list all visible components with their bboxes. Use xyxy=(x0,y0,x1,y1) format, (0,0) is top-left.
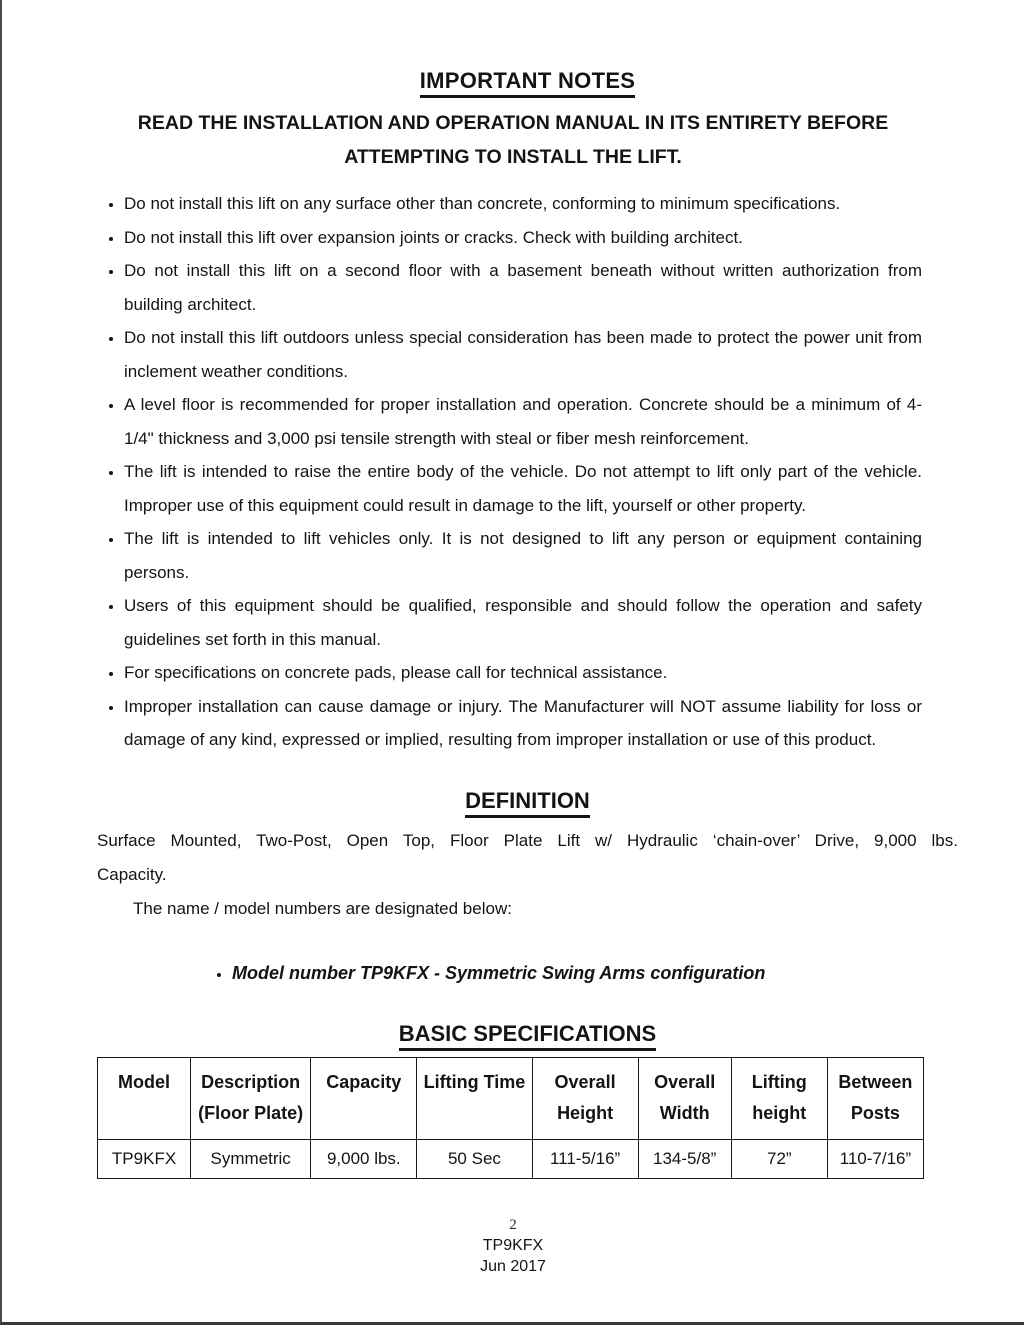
definition-heading xyxy=(97,787,958,814)
note-item: • Users of this equipment should be qualified, responsible and should follow the operation and safety guidelines set forth in this manual. xyxy=(124,589,922,656)
read-warning-heading xyxy=(2,106,1024,174)
header-line1: Lifting Time xyxy=(423,1071,526,1092)
spec-cell-lifting-height: 72” xyxy=(731,1139,827,1178)
footer-date: Jun 2017 xyxy=(480,1257,546,1275)
spec-cell-overall-height: 111-5/16” xyxy=(532,1139,638,1178)
header-line2: Posts xyxy=(850,1102,900,1123)
note-item: • Do not install this lift outdoors unless special consideration has been made to protect the power unit from inclement weather conditions. xyxy=(124,321,922,388)
read-warning-line2: ATTEMPTING TO INSTALL THE LIFT. xyxy=(344,146,682,168)
definition-heading-text: DEFINITION xyxy=(465,788,590,818)
spec-col-header-between-posts xyxy=(827,1057,923,1139)
spec-cell-lifting-time: 50 Sec xyxy=(417,1139,532,1178)
basic-specifications-heading-text: BASIC SPECIFICATIONS xyxy=(399,1021,657,1051)
note-item: • The lift is intended to raise the entire body of the vehicle. Do not attempt to lift only part of the vehicle. Improper use of this equipment could result in damage to the lift, yourself or other property. xyxy=(124,455,922,522)
model-number-list xyxy=(202,956,958,990)
header-line1: Overall xyxy=(654,1071,716,1092)
note-item: • Do not install this lift over expansion joints or cracks. Check with building architect. xyxy=(124,221,922,255)
spec-header-row xyxy=(98,1057,924,1139)
model-number-item: • Model number TP9KFX - Symmetric Swing Arms configuration xyxy=(232,956,958,990)
header-line2: Width xyxy=(659,1102,710,1123)
header-line1: Overall xyxy=(554,1071,616,1092)
definition-paragraph-line2: Capacity. xyxy=(97,864,167,884)
table-row xyxy=(98,1139,924,1178)
header-line1: Model xyxy=(118,1071,171,1092)
spec-cell-capacity: 9,000 lbs. xyxy=(311,1139,417,1178)
note-item: • Do not install this lift on a second floor with a basement beneath without written authorization from building architect. xyxy=(124,254,922,321)
spec-cell-model: TP9KFX xyxy=(98,1139,191,1178)
read-warning-line1: READ THE INSTALLATION AND OPERATION MANUAL IN ITS ENTIRETY BEFORE xyxy=(137,112,889,134)
important-notes-list xyxy=(97,187,922,757)
note-item: • A level floor is recommended for proper installation and operation. Concrete should be a minimum of 4-1/4" thickness and 3,000 psi tensile strength with steal or fiber mesh reinforcement. xyxy=(124,388,922,455)
spec-col-header-capacity xyxy=(311,1057,417,1139)
spec-col-header-lifting-time xyxy=(417,1057,532,1139)
definition-paragraph-line1: Surface Mounted, Two-Post, Open Top, Floor Plate Lift w/ Hydraulic ‘chain-over’ Drive, 9,000 lbs. xyxy=(97,830,958,850)
note-item: • The lift is intended to lift vehicles only. It is not designed to lift any person or equipment containing persons. xyxy=(124,522,922,589)
header-line1: Capacity xyxy=(326,1071,402,1092)
specifications-table xyxy=(97,1057,924,1179)
header-line2: Height xyxy=(557,1102,614,1123)
page-title-text: IMPORTANT NOTES xyxy=(420,68,636,98)
footer-model: TP9KFX xyxy=(482,1236,544,1254)
spec-cell-description: Symmetric xyxy=(191,1139,311,1178)
spec-col-header-lifting-height xyxy=(731,1057,827,1139)
header-line2: (Floor Plate) xyxy=(198,1102,304,1123)
spec-col-header-model xyxy=(98,1057,191,1139)
spec-col-header-description xyxy=(191,1057,311,1139)
spec-cell-overall-width: 134-5/8” xyxy=(638,1139,731,1178)
note-item: • Do not install this lift on any surface other than concrete, conforming to minimum specifications. xyxy=(124,187,922,221)
note-item: • Improper installation can cause damage or injury. The Manufacturer will NOT assume liability for loss or damage of any kind, expressed or implied, resulting from improper installation or use of this product. xyxy=(124,690,922,757)
page-footer xyxy=(2,1215,1024,1277)
header-line1: Description xyxy=(201,1071,301,1092)
header-line2: height xyxy=(752,1102,807,1123)
header-line1: Between xyxy=(838,1071,913,1092)
spec-col-header-overall-width xyxy=(638,1057,731,1139)
page-number: 2 xyxy=(509,1216,517,1233)
definition-paragraph xyxy=(97,824,958,892)
note-item: • For specifications on concrete pads, please call for technical assistance. xyxy=(124,656,922,690)
designation-line: The name / model numbers are designated below: xyxy=(133,898,512,918)
spec-cell-between-posts: 110-7/16” xyxy=(827,1139,923,1178)
header-line1: Lifting xyxy=(751,1071,807,1092)
page-title xyxy=(97,68,958,94)
spec-col-header-overall-height xyxy=(532,1057,638,1139)
basic-specifications-heading xyxy=(97,1020,958,1047)
